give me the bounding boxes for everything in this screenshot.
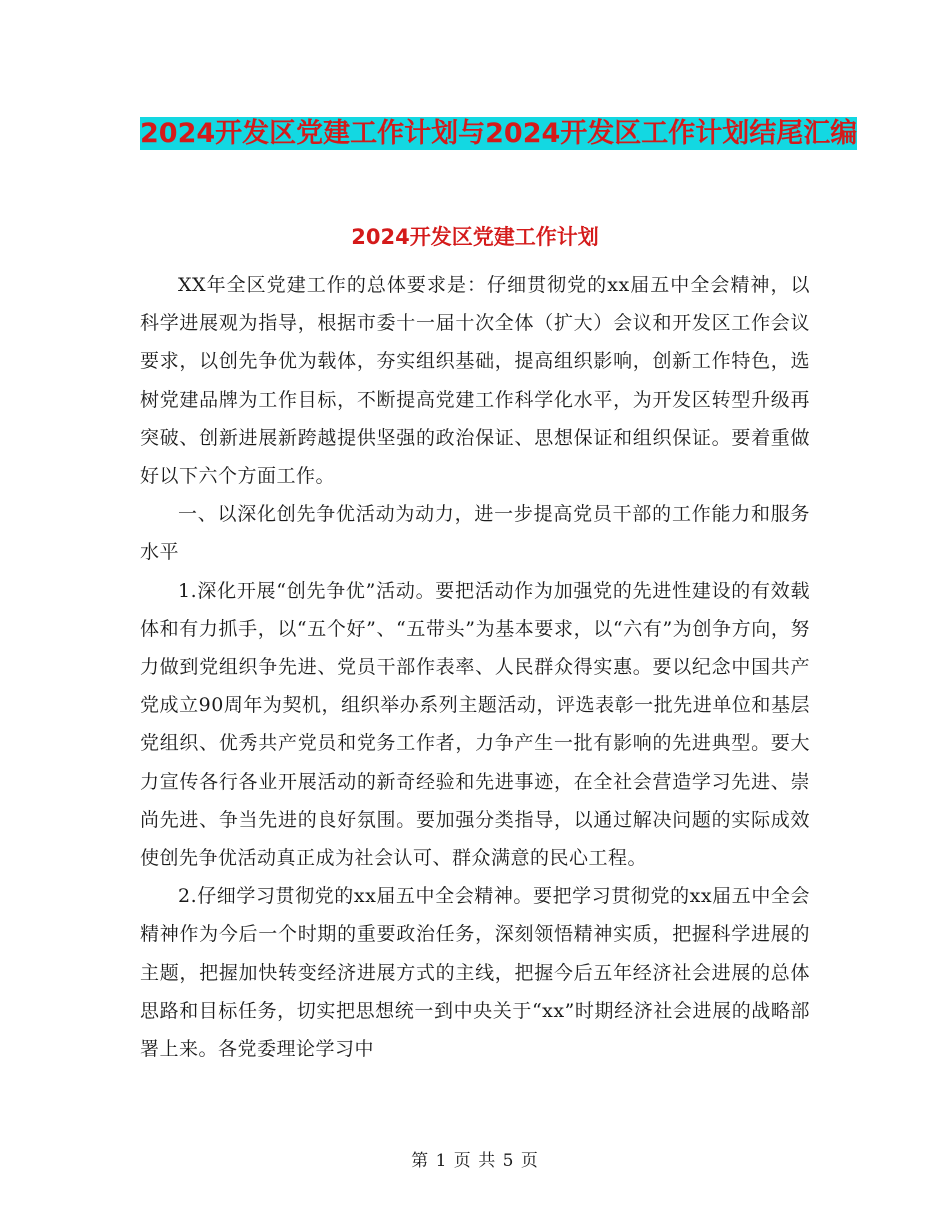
paragraph-item-one: 1.深化开展“创先争优”活动。要把活动作为加强党的先进性建设的有效载体和有力抓手，以“五个好”、“五带头”为基本要求，以“六有”为创争方向，努力做到党组织争先进、党员干部作表率、人民群众得实惠。要以纪念中国共产党成立90周年为契机，组织举办系列主题活动，评选表彰一批先进单位和基层党组织、优秀共产党员和党务工作者，力争产生一批有影响的先进典型。要大力宣传各行各业开展活动的新奇经验和先进事迹，在全社会营造学习先进、崇尚先进、争当先进的良好氛围。要加强分类指导，以通过解决问题的实际成效使创先争优活动真正成为社会认可、群众满意的民心工程。 (140, 579, 810, 870)
paragraph-item-two: 2.仔细学习贯彻党的xx届五中全会精神。要把学习贯彻党的xx届五中全会精神作为今后一个时期的重要政治任务，深刻领悟精神实质，把握科学进展的主题，把握加快转变经济进展方式的主线，把握今后五年经济社会进展的总体思路和目标任务，切实把思想统一到中央关于“xx”时期经济社会进展的战略部署上来。各党委理论学习中 (140, 885, 810, 1061)
page-number-footer: 第 1 页 共 5 页 (411, 1151, 539, 1171)
document-body (140, 266, 810, 1068)
document-title (140, 112, 858, 156)
section-title: 2024开发区党建工作计划 (351, 225, 599, 249)
paragraph-overview: XX年全区党建工作的总体要求是：仔细贯彻党的xx届五中全会精神，以科学进展观为指导，根据市委十一届十次全体（扩大）会议和开发区工作会议要求，以创先争优为载体，夯实组织基础，提高组织影响，创新工作特色，选树党建品牌为工作目标，不断提高党建工作科学化水平，为开发区转型升级再突破、创新进展新跨越提供坚强的政治保证、思想保证和组织保证。要着重做好以下六个方面工作。 (140, 274, 810, 488)
document-title-highlight: 2024开发区党建工作计划与2024开发区工作计划结尾汇编 (140, 118, 858, 149)
paragraph-heading-one: 一、以深化创先争优活动为动力，进一步提高党员干部的工作能力和服务水平 (140, 503, 810, 564)
